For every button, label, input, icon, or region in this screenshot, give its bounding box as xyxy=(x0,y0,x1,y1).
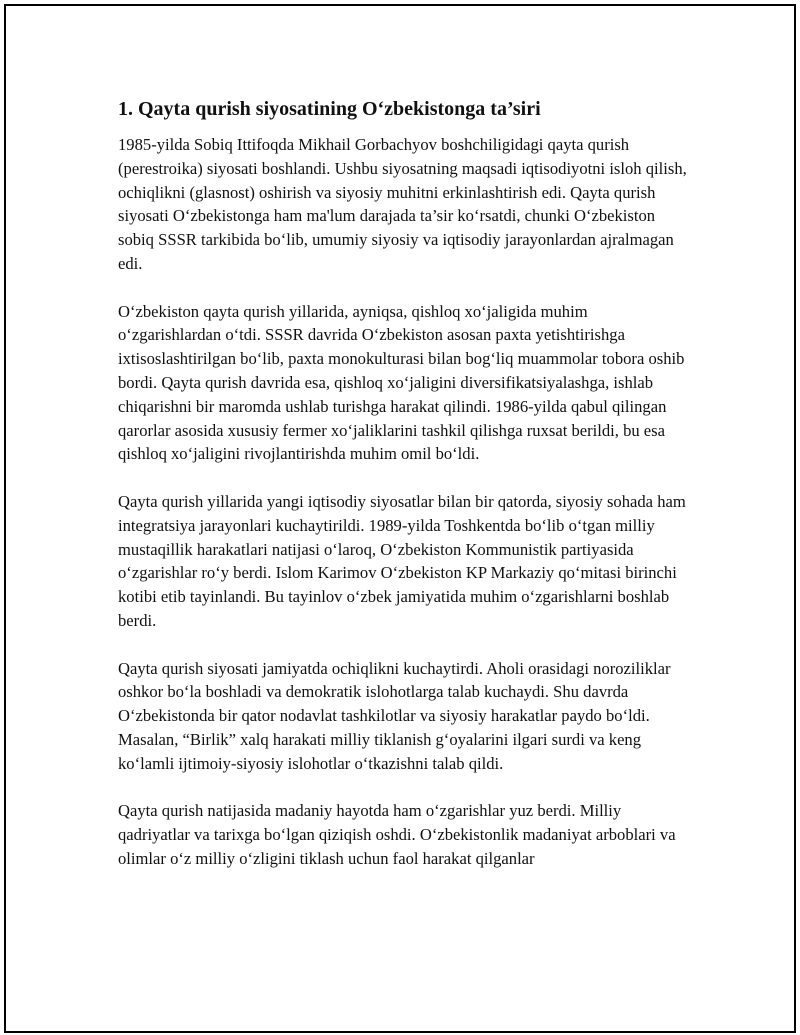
paragraph-2: O‘zbekiston qayta qurish yillarida, ayniqsa, qishloq xo‘jaligida muhim o‘zgarishlardan o‘tdi. SSSR davrida O‘zbekiston asosan paxta yetishtirishga ixtisoslashtirilgan bo‘lib, paxta monokulturasi bilan bog‘liq muammolar tobora oshib bordi. Qayta qurish davrida esa, qishloq xo‘jaligini diversifikatsiyalashga, ishlab chiqarishni bir maromda ushlab turishga harakat qilindi. 1986-yilda qabul qilingan qarorlar asosida xususiy fermer xo‘jaliklarini tashkil qilishga ruxsat berildi, bu esa qishloq xo‘jaligini rivojlantirishda muhim omil bo‘ldi. xyxy=(118,301,685,464)
paragraph-4: Qayta qurish siyosati jamiyatda ochiqlikni kuchaytirdi. Aholi orasidagi noroziliklar oshkor bo‘la boshladi va demokratik islohotlarga talab kuchaydi. Shu davrda O‘zbekistonda bir qator nodavlat tashkilotlar va siyosiy harakatlar paydo bo‘ldi. Masalan, “Birlik” xalq harakati milliy tiklanish g‘oyalarini ilgari surdi va keng ko‘lamli ijtimoiy-siyosiy islohotlar o‘tkazishni talab qildi. xyxy=(118,658,671,773)
document-body xyxy=(118,95,688,895)
paragraph-3: Qayta qurish yillarida yangi iqtisodiy siyosatlar bilan bir qatorda, siyosiy sohada ham integratsiya jarayonlari kuchaytirildi. 1989-yilda Toshkentda bo‘lib o‘tgan milliy mustaqillik harakatlari natijasi o‘laroq, O‘zbekiston Kommunistik partiyasida o‘zgarishlar ro‘y berdi. Islom Karimov O‘zbekiston KP Markaziy qo‘mitasi birinchi kotibi etib tayinlandi. Bu tayinlov o‘zbek jamiyatida muhim o‘zgarishlarni boshlab berdi. xyxy=(118,491,686,630)
paragraph-1: 1985-yilda Sobiq Ittifoqda Mikhail Gorbachyov boshchiligidagi qayta qurish (perestroika) siyosati boshlandi. Ushbu siyosatning maqsadi iqtisodiyotni isloh qilish, ochiqlikni (glasnost) oshirish va siyosiy muhitni erkinlashtirish edi. Qayta qurish siyosati O‘zbekistonga ham ma'lum darajada ta’sir ko‘rsatdi, chunki O‘zbekiston sobiq SSSR tarkibida bo‘lib, umumiy siyosiy va iqtisodiy jarayonlardan ajralmagan edi. xyxy=(118,135,687,273)
paragraph-5: Qayta qurish natijasida madaniy hayotda ham o‘zgarishlar yuz berdi. Milliy qadriyatlar va tarixga bo‘lgan qiziqish oshdi. O‘zbekistonlik madaniyat arboblari va olimlar o‘z milliy o‘zligini tiklash uchun faol harakat qilganlar xyxy=(118,801,676,868)
section-heading: 1. Qayta qurish siyosatining O‘zbekistonga ta’siri xyxy=(118,98,541,120)
